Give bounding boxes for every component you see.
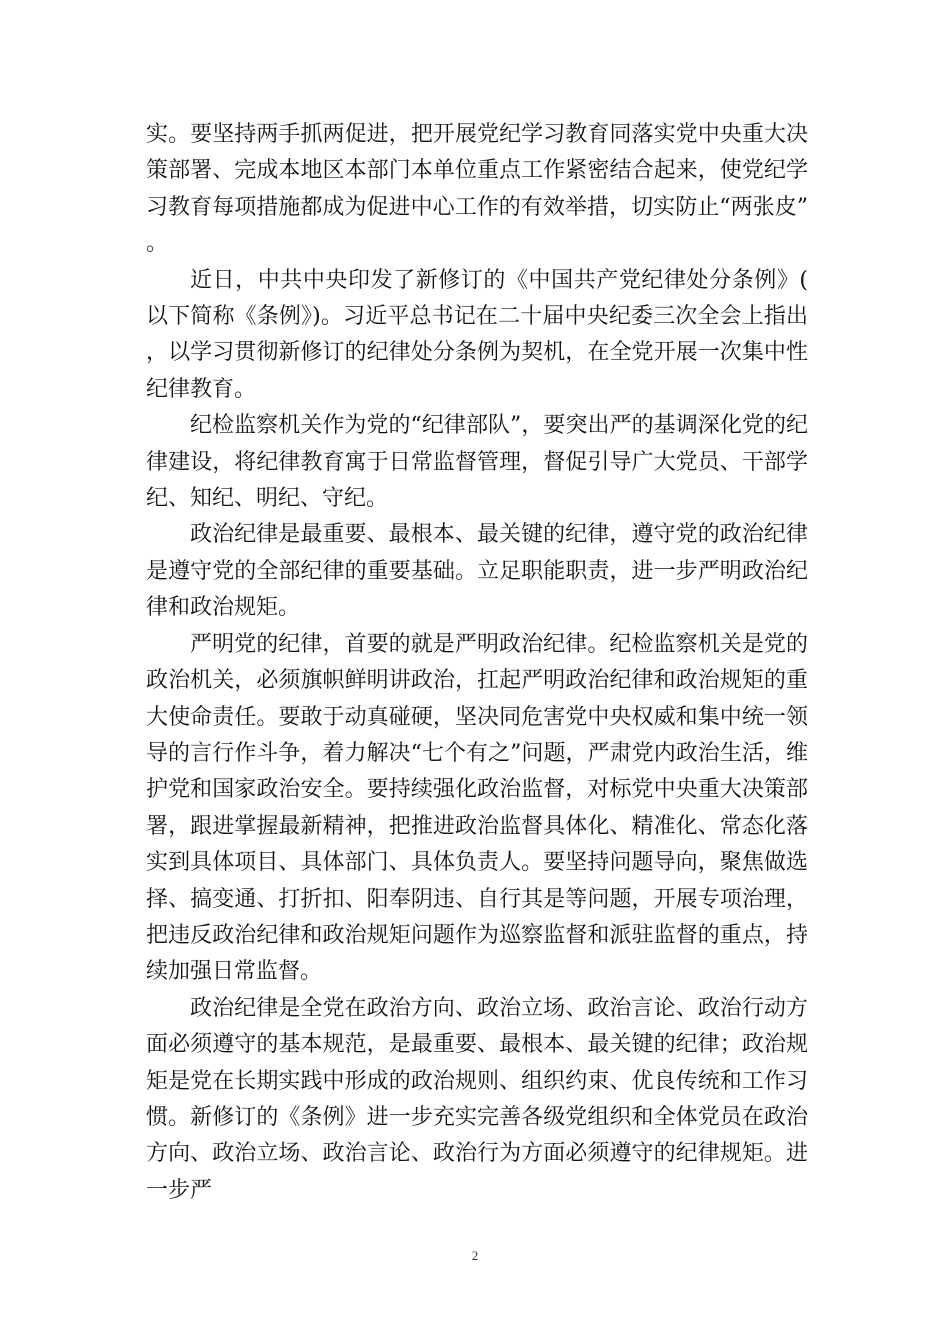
paragraph-continued: 实。要坚持两手抓两促进，把开展党纪学习教育同落实党中央重大决策部署、完成本地区本部门本单位重点工作紧密结合起来，使党纪学习教育每项措施都成为促进中心工作的有效举措，切实防止“两张皮”。 <box>146 122 808 257</box>
paragraph: 纪检监察机关作为党的“纪律部队”，要突出严的基调深化党的纪律建设，将纪律教育寓于日常监督管理，督促引导广大党员、干部学纪、知纪、明纪、守纪。 <box>146 413 808 512</box>
paragraph: 严明党的纪律，首要的就是严明政治纪律。纪检监察机关是党的政治机关，必须旗帜鲜明讲政治，扛起严明政治纪律和政治规矩的重大使命责任。要敢于动真碰硬，坚决同危害党中央权威和集中统一领导的言行作斗争，着力解决“七个有之”问题，严肃党内政治生活，维护党和国家政治安全。要持续强化政治监督，对标党中央重大决策部署，跟进掌握最新精神，把推进政治监督具体化、精准化、常态化落实到具体项目、具体部门、具体负责人。要坚持问题导向，聚焦做选择、搞变通、打折扣、阳奉阴违、自行其是等问题，开展专项治理，把违反政治纪律和政治规矩问题作为巡察监督和派驻监督的重点，持续加强日常监督。 <box>146 631 808 985</box>
page-number: 2 <box>471 1248 479 1263</box>
paragraph: 政治纪律是全党在政治方向、政治立场、政治言论、政治行动方面必须遵守的基本规范，是最重要、最根本、最关键的纪律；政治规矩是党在长期实践中形成的政治规则、组织约束、优良传统和工作习惯。新修订的《条例》进一步充实完善各级党组织和全体党员在政治方向、政治立场、政治言论、政治行为方面必须遵守的纪律规矩。进一步严 <box>146 995 808 1203</box>
body-text <box>146 117 808 1209</box>
paragraph: 近日，中共中央印发了新修订的《中国共产党纪律处分条例》(以下简称《条例》)。习近平总书记在二十届中央纪委三次全会上指出，以学习贯彻新修订的纪律处分条例为契机，在全党开展一次集中性纪律教育。 <box>146 267 808 402</box>
paragraph: 政治纪律是最重要、最根本、最关键的纪律，遵守党的政治纪律是遵守党的全部纪律的重要基础。立足职能职责，进一步严明政治纪律和政治规矩。 <box>146 522 808 621</box>
